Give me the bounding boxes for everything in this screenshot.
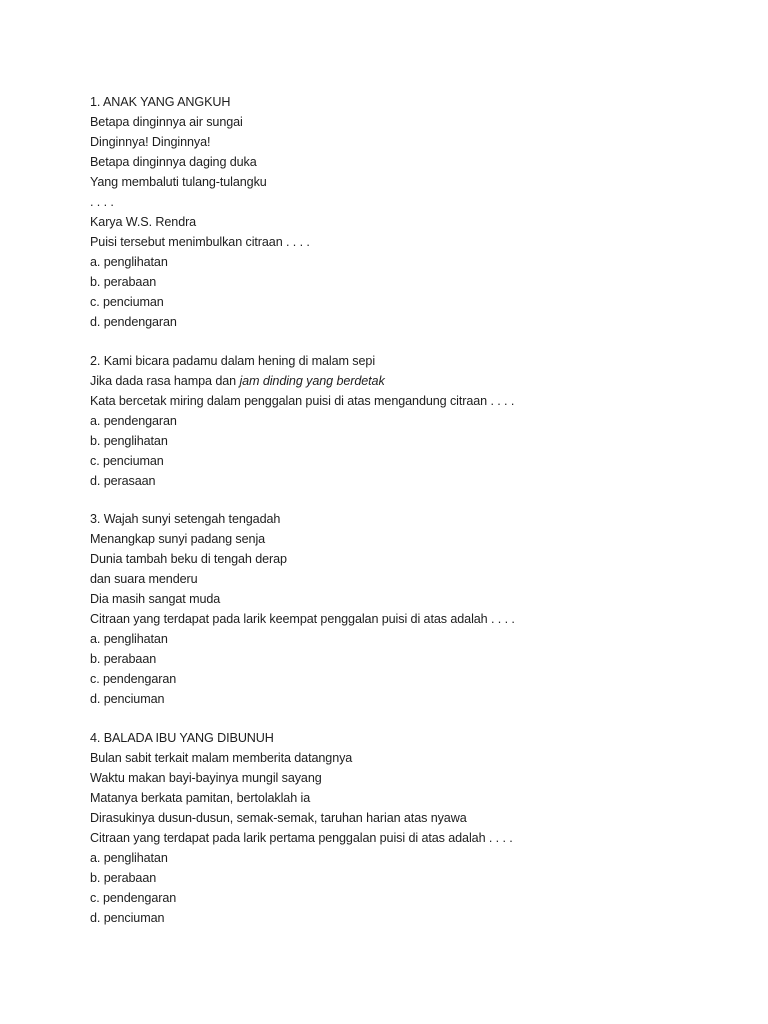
poem-line: Yang membaluti tulang-tulangku xyxy=(90,175,267,189)
answer-option-d: d. penciuman xyxy=(90,910,165,925)
answer-option-c: c. penciuman xyxy=(90,295,164,309)
question-4 xyxy=(90,728,730,928)
poem-line: Dinginnya! Dinginnya! xyxy=(90,135,211,149)
poem-line: Betapa dinginnya daging duka xyxy=(90,155,257,169)
poem-line: Matanya berkata pamitan, bertolaklah ia xyxy=(90,790,311,805)
poem-ellipsis: . . . . xyxy=(90,195,114,209)
question-prompt: Citraan yang terdapat pada larik keempat penggalan puisi di atas adalah . . . . xyxy=(90,612,515,626)
question-title: 2. Kami bicara padamu dalam hening di malam sepi xyxy=(90,353,376,368)
answer-option-d: d. penciuman xyxy=(90,692,165,706)
question-prompt: Citraan yang terdapat pada larik pertama penggalan puisi di atas adalah . . . . xyxy=(90,830,513,845)
answer-option-b: b. perabaan xyxy=(90,652,157,666)
question-1 xyxy=(90,92,730,332)
answer-option-a: a. penglihatan xyxy=(90,850,168,865)
spacer xyxy=(90,491,730,510)
spacer xyxy=(90,332,730,351)
answer-option-b: b. penglihatan xyxy=(90,433,168,448)
question-title: 1. ANAK YANG ANGKUH xyxy=(90,95,231,109)
poem-line: Bulan sabit terkait malam memberita datangnya xyxy=(90,750,353,765)
spacer xyxy=(90,709,730,728)
question-title: 4. BALADA IBU YANG DIBUNUH xyxy=(90,730,274,745)
answer-option-b: b. perabaan xyxy=(90,275,157,289)
answer-option-b: b. perabaan xyxy=(90,870,157,885)
poem-line-plain: Jika dada rasa hampa dan xyxy=(90,373,240,388)
poem-line: Dunia tambah beku di tengah derap xyxy=(90,552,287,566)
poem-line-italic: jam dinding yang berdetak xyxy=(239,373,385,388)
poem-author: Karya W.S. Rendra xyxy=(90,215,197,229)
poem-line: Dirasukinya dusun-dusun, semak-semak, taruhan harian atas nyawa xyxy=(90,810,467,825)
poem-line: Waktu makan bayi-bayinya mungil sayang xyxy=(90,770,322,785)
poem-line: Dia masih sangat muda xyxy=(90,592,221,606)
answer-option-a: a. penglihatan xyxy=(90,255,168,269)
poem-line: Betapa dinginnya air sungai xyxy=(90,115,243,129)
poem-line xyxy=(90,371,730,391)
answer-option-a: a. pendengaran xyxy=(90,413,177,428)
question-3 xyxy=(90,509,730,709)
answer-option-a: a. penglihatan xyxy=(90,632,168,646)
document-page xyxy=(90,92,730,928)
question-2 xyxy=(90,351,730,491)
answer-option-d: d. pendengaran xyxy=(90,315,177,329)
answer-option-c: c. penciuman xyxy=(90,453,164,468)
answer-option-c: c. pendengaran xyxy=(90,672,177,686)
question-title: 3. Wajah sunyi setengah tengadah xyxy=(90,512,281,526)
question-prompt: Kata bercetak miring dalam penggalan puisi di atas mengandung citraan . . . . xyxy=(90,393,515,408)
answer-option-c: c. pendengaran xyxy=(90,890,177,905)
answer-option-d: d. perasaan xyxy=(90,473,156,488)
poem-line: dan suara menderu xyxy=(90,572,198,586)
question-prompt: Puisi tersebut menimbulkan citraan . . . . xyxy=(90,235,310,249)
poem-line: Menangkap sunyi padang senja xyxy=(90,532,266,546)
